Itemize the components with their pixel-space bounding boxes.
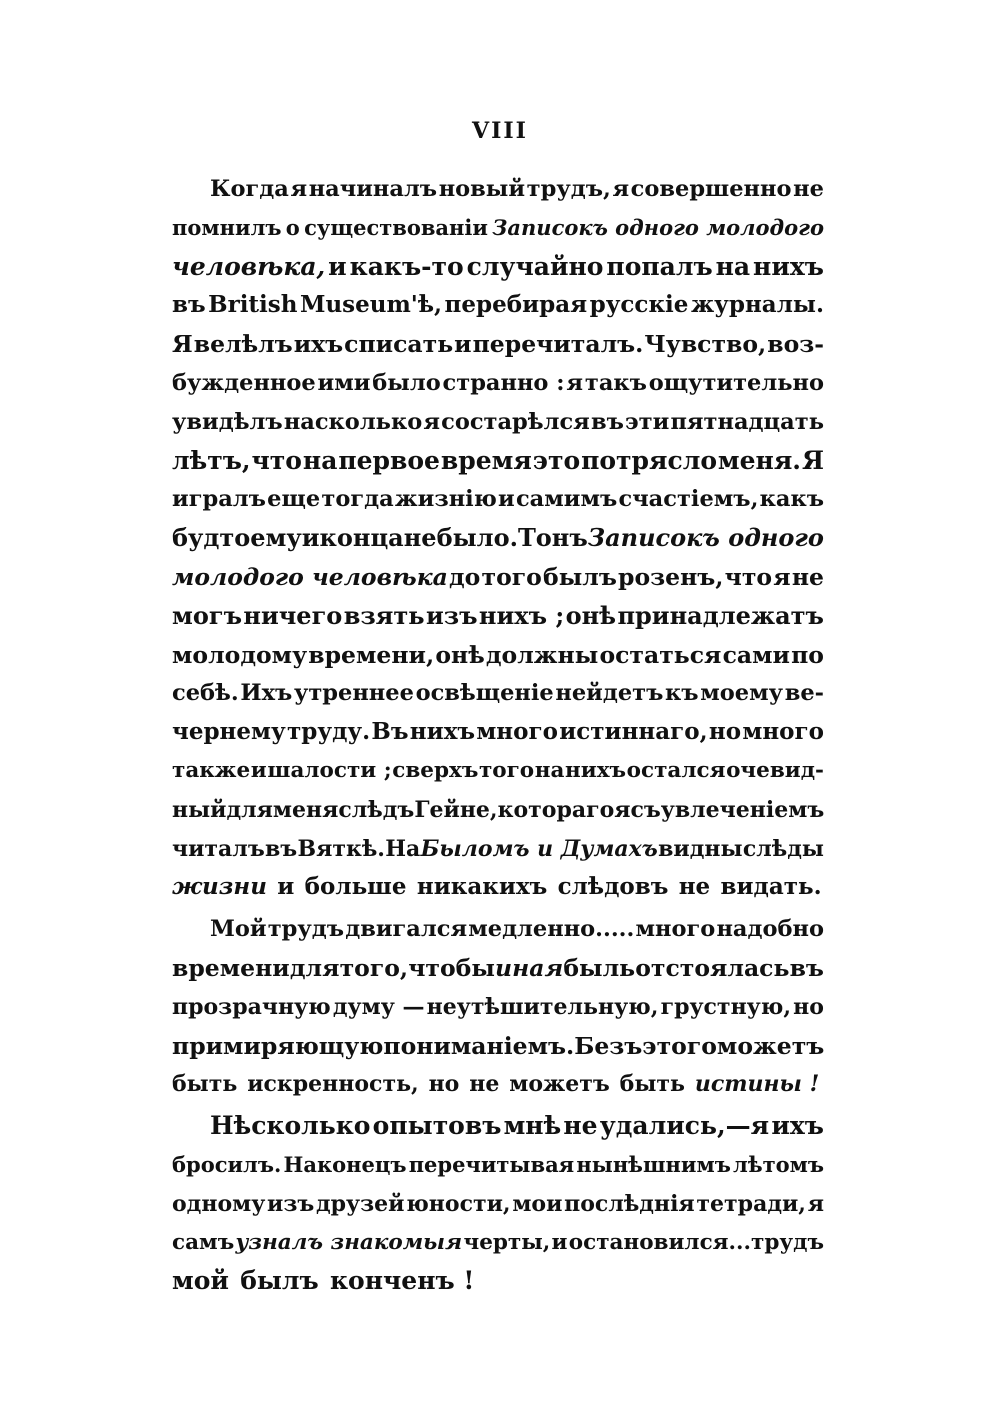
text-line: [172, 949, 824, 988]
word: Когда: [210, 176, 289, 202]
text-line: [172, 1262, 824, 1301]
word: тогда: [321, 486, 394, 513]
text-line: [172, 403, 824, 442]
word: самъ: [172, 1229, 235, 1255]
italic-word: молодого человѣка: [172, 562, 448, 591]
word: будто: [172, 523, 251, 553]
text-line: [172, 248, 824, 287]
word: русскіе: [589, 291, 689, 319]
word: British: [208, 291, 298, 319]
word: Гейне,: [414, 796, 498, 823]
word: Нѣсколько: [210, 1111, 371, 1141]
word: въ: [172, 291, 206, 319]
word: Museum'ѣ,: [299, 291, 443, 319]
text-line: [172, 209, 824, 248]
word: не: [403, 523, 437, 553]
word: котораго: [497, 796, 615, 823]
word: времени: [172, 953, 290, 982]
word: какъ-то: [349, 251, 464, 281]
word: Наконецъ: [283, 1151, 407, 1177]
word: Я: [801, 445, 824, 475]
word: мои: [512, 1190, 563, 1217]
word: быть: [172, 1071, 238, 1098]
word: еще: [267, 486, 321, 513]
word: онѣ: [565, 600, 617, 630]
word: было: [372, 369, 441, 396]
word: быль: [563, 953, 636, 982]
word: жизнію: [394, 486, 497, 513]
word: я: [423, 408, 440, 435]
paragraph: [172, 910, 824, 1104]
word: трудъ: [267, 916, 345, 943]
word: мнѣ: [503, 1111, 562, 1141]
word: былъ: [240, 1266, 319, 1296]
word: мой: [172, 1266, 229, 1296]
word: до: [449, 562, 481, 591]
word: конченъ !: [329, 1266, 475, 1296]
word: я: [807, 1190, 824, 1217]
word: бужденное: [172, 369, 316, 396]
word: трудъ,: [526, 176, 611, 202]
word: въ: [265, 835, 298, 862]
word: на: [715, 251, 751, 281]
word: не: [793, 176, 824, 202]
text-line: [172, 830, 824, 869]
word: меня.: [717, 445, 802, 475]
page-number: VIII: [472, 118, 528, 144]
word: могъ: [172, 600, 242, 630]
word: времени,: [308, 640, 435, 669]
word: нейдетъ: [555, 680, 664, 707]
text-line: [172, 988, 824, 1027]
word: совершенно: [630, 176, 792, 202]
word: можетъ: [509, 1071, 610, 1098]
text-line: [172, 1146, 824, 1185]
word: грустную,: [660, 993, 791, 1020]
word: слѣдъ: [338, 796, 415, 823]
text-line: [172, 364, 824, 403]
word: молодому: [172, 640, 308, 669]
word: какъ: [759, 486, 824, 513]
word: въ: [590, 408, 624, 435]
text-line: [172, 519, 824, 558]
word: былъ: [543, 562, 617, 591]
word: въ: [789, 953, 824, 982]
word: На: [385, 835, 421, 862]
word: первое: [338, 445, 440, 475]
word: шалости ;: [267, 757, 392, 783]
word: попалъ: [606, 251, 713, 281]
word: для: [226, 796, 273, 823]
word: ве-: [784, 680, 824, 707]
italic-word: Быломъ и Думахъ: [420, 835, 658, 862]
word: юности,: [406, 1190, 511, 1217]
word: это: [532, 445, 581, 475]
word: много: [476, 718, 558, 746]
word: удались,—я: [599, 1111, 770, 1141]
word: больше: [304, 873, 407, 901]
word: но: [708, 718, 742, 746]
word: слѣдовъ: [557, 873, 669, 901]
word: и: [250, 757, 267, 783]
text-line: [172, 325, 824, 364]
word: Въ: [371, 718, 409, 746]
word: я: [614, 796, 631, 823]
word: лѣтомъ: [733, 1151, 824, 1177]
word: думу —: [332, 993, 425, 1020]
word: перечиталъ.: [472, 330, 644, 359]
text-line: [172, 791, 824, 830]
word: Чувство,: [644, 330, 767, 359]
word: увлеченіемъ: [660, 796, 825, 823]
word: того: [481, 562, 542, 591]
word: къ: [665, 680, 699, 707]
word: видать.: [720, 873, 822, 901]
word: онѣ: [435, 640, 485, 669]
word: нынѣшнимъ: [576, 1151, 731, 1177]
word: случайно: [466, 251, 604, 281]
word: быть: [619, 1071, 685, 1098]
italic-word: Записокъ одного: [587, 523, 824, 553]
text-line: [172, 1185, 824, 1224]
word: по: [791, 640, 824, 669]
word: никакихъ: [416, 873, 548, 901]
body-text: [172, 170, 824, 1301]
word: остаться: [599, 640, 722, 669]
text-line: [172, 713, 824, 752]
word: не: [469, 1071, 500, 1098]
word: начиналъ: [308, 176, 438, 202]
word: прозрачную: [172, 993, 331, 1020]
word: воз-: [767, 330, 824, 359]
word: ими: [317, 369, 371, 396]
word: странно :: [442, 369, 565, 396]
word: не: [563, 1111, 598, 1141]
text-line: [172, 752, 824, 791]
word: увидѣлъ: [172, 408, 283, 435]
text-line: [172, 1065, 824, 1104]
word: время: [440, 445, 532, 475]
word: Мой: [210, 916, 267, 943]
text-line: [172, 170, 824, 209]
text-line: [172, 480, 824, 519]
word: одному: [172, 1190, 266, 1217]
word: и: [498, 486, 515, 513]
word: и: [454, 330, 472, 359]
word: истиннаго,: [559, 718, 708, 746]
word: неутѣшительную,: [426, 993, 659, 1020]
text-line: [172, 558, 824, 597]
word: того,: [339, 953, 409, 982]
word: труду.: [287, 718, 371, 746]
text-line: [172, 1107, 824, 1146]
word: слѣды: [742, 835, 824, 862]
word: и: [277, 873, 295, 901]
word: сверхъ: [392, 757, 479, 783]
italic-word: жизни: [172, 873, 267, 901]
word: существованіи: [304, 214, 488, 240]
word: принадлежатъ: [617, 600, 824, 630]
word: взять: [343, 600, 425, 630]
paragraph: [172, 170, 824, 907]
text-line: [172, 674, 824, 713]
word: Ихъ: [240, 680, 293, 707]
word: нихъ ;: [478, 600, 565, 630]
word: для: [289, 953, 340, 982]
word: перебирая: [444, 291, 588, 319]
word: самимъ: [515, 486, 618, 513]
word: много: [742, 718, 824, 746]
word: и: [328, 251, 347, 281]
italic-word: Записокъ одного молодого: [492, 214, 824, 240]
word: много: [635, 916, 716, 943]
word: новый: [438, 176, 526, 202]
word: и: [301, 523, 320, 553]
word: о: [285, 214, 300, 240]
italic-word: человѣка,: [172, 251, 326, 281]
word: насколько: [283, 408, 423, 435]
word: Тонъ: [517, 523, 588, 553]
word: искренность,: [247, 1071, 419, 1098]
word: отстоялась: [635, 953, 790, 982]
word: пятнадцать: [670, 408, 824, 435]
word: ихъ: [771, 1111, 824, 1141]
word: такъ: [584, 369, 647, 396]
word: но: [793, 993, 824, 1020]
word: должны: [485, 640, 599, 669]
word: эти: [624, 408, 670, 435]
word: бросилъ.: [172, 1151, 282, 1177]
text-line: [172, 442, 824, 481]
word: пониманіемъ.: [383, 1031, 575, 1060]
word: освѣщеніе: [415, 680, 554, 707]
word: нихъ: [565, 757, 627, 783]
word: списать: [344, 330, 454, 359]
word: не: [791, 562, 824, 591]
word: Я: [172, 330, 193, 359]
word: видны: [658, 835, 743, 862]
word: остановился...трудъ: [568, 1229, 824, 1255]
word: черты,: [463, 1229, 551, 1255]
word: изъ: [425, 600, 478, 630]
word: я: [773, 562, 791, 591]
word: журналы.: [690, 291, 824, 319]
text-line: [172, 286, 824, 325]
italic-word: истины !: [694, 1071, 820, 1098]
italic-word: узналъ знакомыя: [235, 1229, 463, 1255]
text-line: [172, 597, 824, 636]
word: игралъ: [172, 486, 266, 513]
word: друзей: [316, 1190, 405, 1217]
word: медленно.....: [468, 916, 635, 943]
word: этого: [642, 1031, 717, 1060]
word: сами: [722, 640, 790, 669]
word: на: [302, 445, 338, 475]
word: розенъ,: [618, 562, 724, 591]
word: ощутительно: [648, 369, 824, 396]
word: можетъ: [716, 1031, 825, 1060]
word: изъ: [267, 1190, 315, 1217]
word: Безъ: [574, 1031, 643, 1060]
word: чтобы: [408, 953, 495, 982]
word: что: [724, 562, 773, 591]
word: нихъ: [409, 718, 476, 746]
word: состарѣлся: [441, 408, 590, 435]
word: чернему: [172, 718, 286, 746]
word: съ: [630, 796, 661, 823]
word: что: [251, 445, 302, 475]
word: перечитывая: [408, 1151, 575, 1177]
word: остался: [626, 757, 726, 783]
word: послѣднія: [564, 1190, 695, 1217]
word: и: [551, 1229, 568, 1255]
word: надобно: [716, 916, 824, 943]
word: конца: [319, 523, 404, 553]
word: себѣ.: [172, 680, 239, 707]
word: тетради,: [696, 1190, 806, 1217]
word: ему: [250, 523, 302, 553]
word: помнилъ: [172, 214, 282, 240]
word: читалъ: [172, 835, 265, 862]
word: потрясло: [581, 445, 717, 475]
word: также: [172, 757, 251, 783]
word: очевид-: [726, 757, 824, 783]
word: моему: [700, 680, 784, 707]
word: я: [290, 176, 308, 202]
word: меня: [272, 796, 339, 823]
word: но: [428, 1071, 460, 1098]
word: нихъ: [753, 251, 824, 281]
word: двигался: [345, 916, 468, 943]
text-line: [172, 910, 824, 949]
word: я: [612, 176, 630, 202]
word: утреннее: [293, 680, 414, 707]
word: того: [478, 757, 535, 783]
word: лѣтъ,: [172, 445, 251, 475]
word: Вяткѣ.: [297, 835, 385, 862]
word: велѣлъ: [193, 330, 293, 359]
text-line: [172, 636, 824, 675]
text-line: [172, 1224, 824, 1263]
word: не: [678, 873, 711, 901]
italic-word: иная: [495, 953, 564, 982]
word: опытовъ: [372, 1111, 502, 1141]
text-line: [172, 868, 824, 907]
word: было.: [436, 523, 518, 553]
word: ничего: [243, 600, 343, 630]
word: ихъ: [293, 330, 344, 359]
word: счастіемъ,: [618, 486, 759, 513]
text-line: [172, 1027, 824, 1066]
word: примиряющую: [172, 1031, 384, 1060]
word: я: [566, 369, 584, 396]
paragraph: [172, 1107, 824, 1301]
word: ный: [172, 796, 227, 823]
word: на: [534, 757, 565, 783]
